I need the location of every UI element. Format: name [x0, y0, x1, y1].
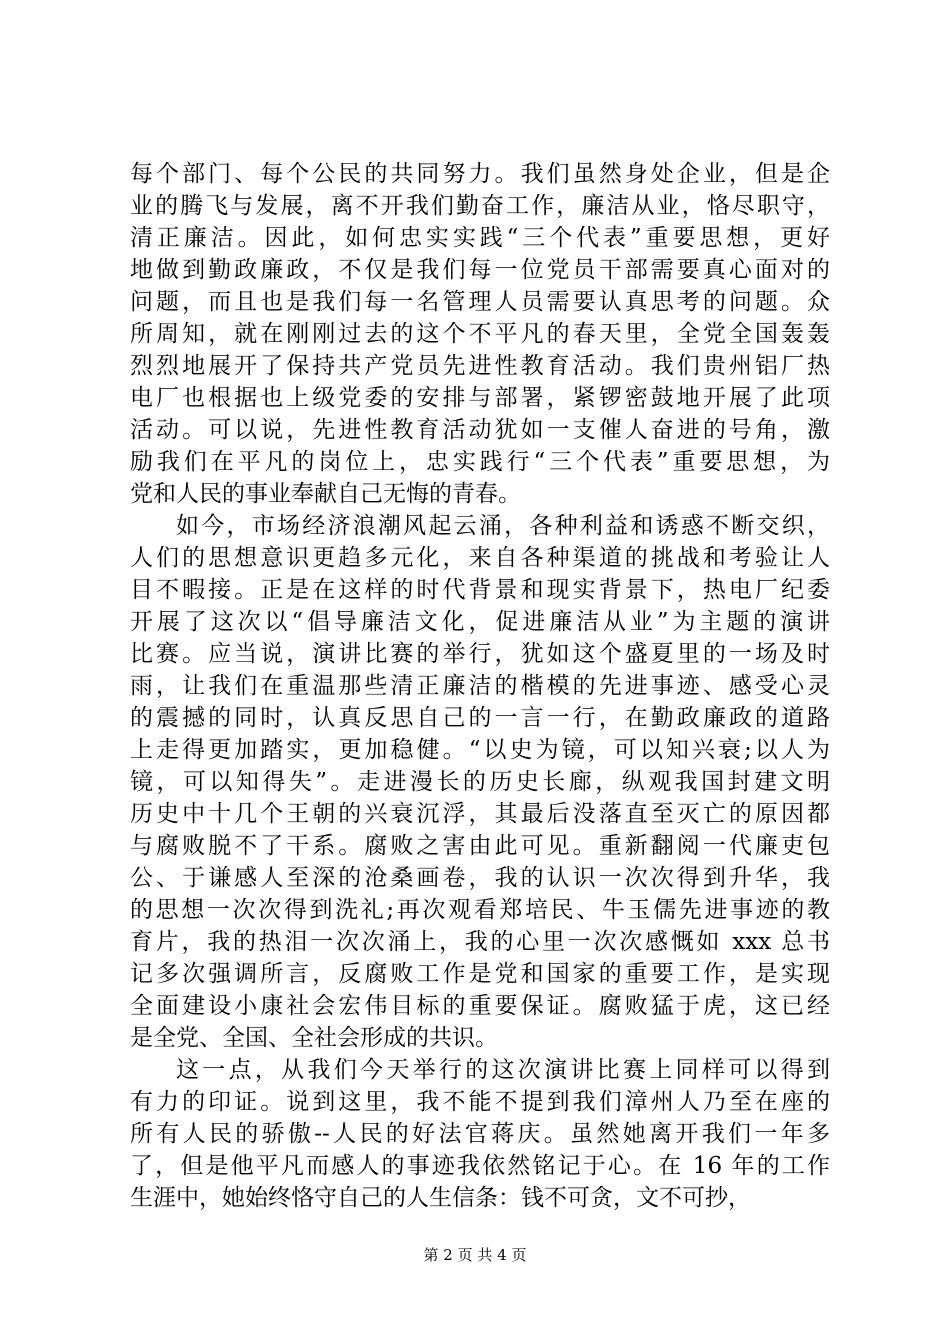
- page-footer: 第 2 页 共 4 页: [423, 1246, 527, 1264]
- text-line: 活动。可以说，先进性教育活动犹如一支催人奋进的号角，激: [130, 417, 830, 443]
- text-line: 所周知，就在刚刚过去的这个不平凡的春天里，全党全国轰轰: [130, 321, 830, 347]
- text-line: 比赛。应当说，演讲比赛的举行，犹如这个盛夏里的一场及时: [130, 641, 830, 667]
- text-line: 电厂也根据也上级党委的安排与部署，紧锣密鼓地开展了此项: [130, 385, 830, 411]
- paragraph: [130, 510, 830, 1054]
- text-line: 记多次强调所言，反腐败工作是党和国家的重要工作，是实现: [130, 961, 830, 987]
- text-line: 如今，市场经济浪潮风起云涌，各种利益和诱惑不断交织，: [176, 513, 830, 539]
- text-line: 人们的思想意识更趋多元化，来自各种渠道的挑战和考验让人: [130, 545, 830, 571]
- text-line: 公、于谦感人至深的沧桑画卷，我的认识一次次得到升华，我: [130, 865, 830, 891]
- text-line: 业的腾飞与发展，离不开我们勤奋工作，廉洁从业，恪尽职守，: [130, 193, 830, 219]
- text-line: 这一点，从我们今天举行的这次演讲比赛上同样可以得到: [176, 1057, 830, 1083]
- text-line: 育片，我的热泪一次次涌上，我的心里一次次感慨如 xxx 总书: [130, 929, 830, 955]
- text-line: 历史中十几个王朝的兴衰沉浮，其最后没落直至灭亡的原因都: [130, 801, 830, 827]
- text-line: 雨，让我们在重温那些清正廉洁的楷模的先进事迹、感受心灵: [130, 673, 830, 699]
- text-line: 生涯中，她始终恪守自己的人生信条：钱不可贪，文不可抄，: [130, 1185, 751, 1211]
- text-line: 有力的印证。说到这里，我不能不提到我们漳州人乃至在座的: [130, 1089, 830, 1115]
- text-line: 镜，可以知得失”。走进漫长的历史长廊，纵观我国封建文明: [130, 769, 830, 795]
- text-line: 地做到勤政廉政，不仅是我们每一位党员干部需要真心面对的: [130, 257, 830, 283]
- text-line: 的震撼的同时，认真反思自己的一言一行，在勤政廉政的道路: [130, 705, 830, 731]
- text-line: 了，但是他平凡而感人的事迹我依然铭记于心。在 16 年的工作: [130, 1153, 830, 1179]
- text-line: 目不暇接。正是在这样的时代背景和现实背景下，热电厂纪委: [130, 577, 830, 603]
- paragraph: [130, 1054, 830, 1214]
- text-line: 是全党、全国、全社会形成的共识。: [130, 1025, 498, 1051]
- text-line: 清正廉洁。因此，如何忠实实践“三个代表”重要思想，更好: [130, 225, 830, 251]
- text-line: 开展了这次以“倡导廉洁文化，促进廉洁从业”为主题的演讲: [130, 609, 830, 635]
- text-line: 励我们在平凡的岗位上，忠实践行“三个代表”重要思想，为: [130, 449, 830, 475]
- text-line: 每个部门、每个公民的共同努力。我们虽然身处企业，但是企: [130, 161, 830, 187]
- text-line: 党和人民的事业奉献自己无悔的青春。: [130, 481, 521, 507]
- text-line: 与腐败脱不了干系。腐败之害由此可见。重新翻阅一代廉吏包: [130, 833, 830, 859]
- text-line: 上走得更加踏实，更加稳健。“以史为镜，可以知兴衰;以人为: [130, 737, 830, 763]
- text-line: 的思想一次次得到洗礼;再次观看郑培民、牛玉儒先进事迹的教: [130, 897, 830, 923]
- document-body: [130, 158, 830, 1214]
- text-line: 全面建设小康社会宏伟目标的重要保证。腐败猛于虎，这已经: [130, 993, 830, 1019]
- paragraph: [130, 158, 830, 510]
- text-line: 烈烈地展开了保持共产党员先进性教育活动。我们贵州铝厂热: [130, 353, 830, 379]
- text-line: 问题，而且也是我们每一名管理人员需要认真思考的问题。众: [130, 289, 830, 315]
- text-line: 所有人民的骄傲--人民的好法官蒋庆。虽然她离开我们一年多: [130, 1121, 830, 1147]
